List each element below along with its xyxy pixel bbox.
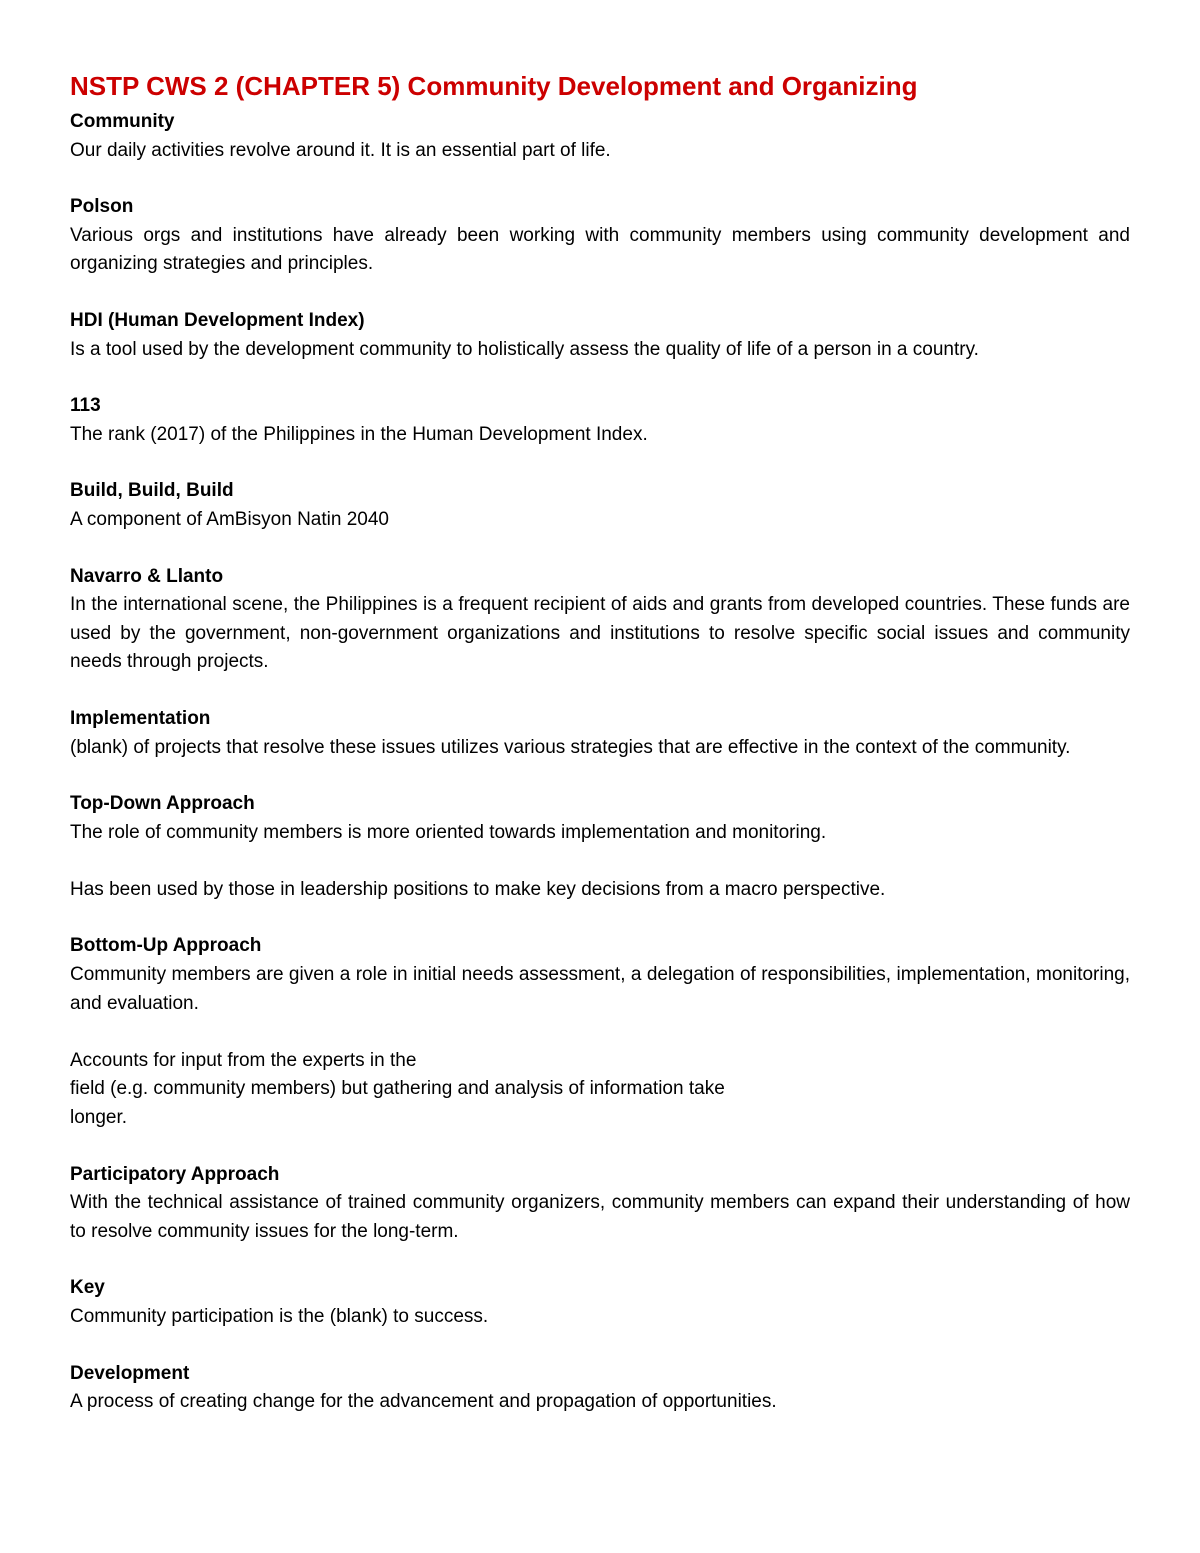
entry-term: Build, Build, Build bbox=[70, 480, 234, 502]
entry-definition: Community participation is the (blank) to success. bbox=[70, 1306, 489, 1327]
entry-term: Implementation bbox=[70, 707, 211, 729]
entry-term: Participatory Approach bbox=[70, 1163, 280, 1185]
entry-term: Navarro & Llanto bbox=[70, 565, 224, 587]
document-title: NSTP CWS 2 (CHAPTER 5) Community Development and Organizing bbox=[70, 71, 918, 101]
definition-line: field (e.g. community members) but gathering and analysis of information take bbox=[70, 1078, 725, 1100]
document-page bbox=[70, 64, 1130, 1445]
entry-definition: Various orgs and institutions have already been working with community members using community development and organizing strategies and principles. bbox=[70, 224, 1130, 275]
entry-polson bbox=[70, 193, 1130, 279]
entry-term: HDI (Human Development Index) bbox=[70, 309, 365, 331]
entry-term: Polson bbox=[70, 196, 134, 218]
entry-definition: The role of community members is more oriented towards implementation and monitoring. bbox=[70, 821, 827, 843]
entry-definition: (blank) of projects that resolve these issues utilizes various strategies that are effective in the context of the community. bbox=[70, 736, 1071, 758]
entry-definition: Our daily activities revolve around it. It is an essential part of life. bbox=[70, 139, 611, 161]
entry-community bbox=[70, 108, 1130, 165]
entry-participatory-approach bbox=[70, 1161, 1130, 1247]
entry-definition: Community members are given a role in initial needs assessment, a delegation of responsibilities, implementation, monitoring, and evaluation. bbox=[70, 964, 1130, 1014]
entry-definition: Is a tool used by the development community to holistically assess the quality of life of a person in a country. bbox=[70, 338, 979, 360]
entry-term: 113 bbox=[70, 395, 101, 417]
definition-line: longer. bbox=[70, 1107, 128, 1129]
entry-term: Community bbox=[70, 111, 175, 132]
entry-term: Bottom-Up Approach bbox=[70, 935, 262, 957]
entry-implementation bbox=[70, 705, 1130, 762]
entry-build-build-build bbox=[70, 477, 1130, 534]
entry-definition-secondary: Has been used by those in leadership positions to make key decisions from a macro perspective. bbox=[70, 878, 886, 900]
entry-113 bbox=[70, 392, 1130, 449]
entry-hdi bbox=[70, 307, 1130, 364]
entry-key bbox=[70, 1274, 1130, 1331]
entry-term: Key bbox=[70, 1277, 105, 1299]
entry-definition: A process of creating change for the advancement and propagation of opportunities. bbox=[70, 1391, 777, 1413]
entry-definition-secondary bbox=[70, 1047, 1130, 1133]
entry-definition: A component of AmBisyon Natin 2040 bbox=[70, 508, 389, 530]
entry-definition: In the international scene, the Philippines is a frequent recipient of aids and grants from developed countries. These funds are used by the government, non-government organizations and institutions to resolve specific social issues and community needs through projects. bbox=[70, 594, 1130, 673]
entry-navarro-llanto bbox=[70, 563, 1130, 677]
entry-development bbox=[70, 1360, 1130, 1417]
entry-term: Top-Down Approach bbox=[70, 793, 255, 815]
definition-line: Accounts for input from the experts in the bbox=[70, 1049, 417, 1071]
entry-definition: The rank (2017) of the Philippines in the Human Development Index. bbox=[70, 423, 648, 445]
entry-bottom-up-approach bbox=[70, 932, 1130, 1132]
entry-top-down-approach bbox=[70, 790, 1130, 904]
entry-definition: With the technical assistance of trained community organizers, community members can expand their understanding of how to resolve community issues for the long-term. bbox=[70, 1192, 1130, 1242]
entry-term: Development bbox=[70, 1362, 190, 1384]
